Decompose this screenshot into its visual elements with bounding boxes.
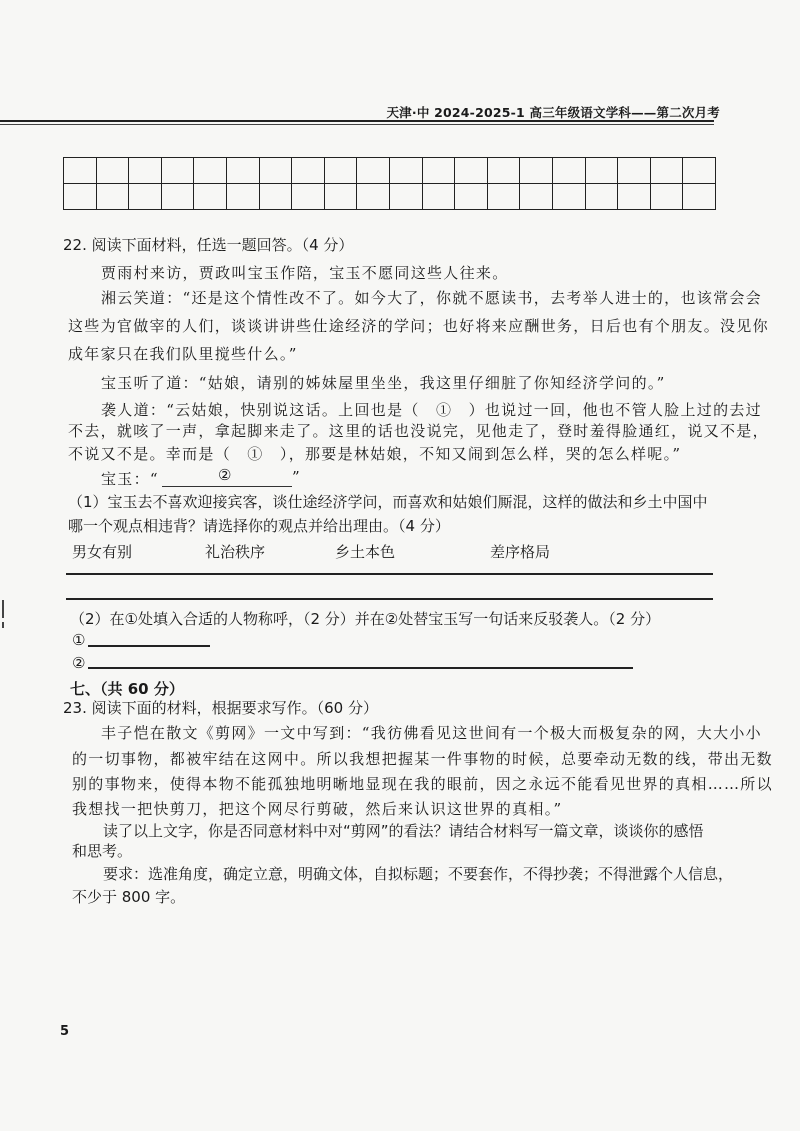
scan-mark [2,600,4,618]
answer-line-2[interactable] [88,667,633,669]
page-header: 天津·中 2024-2025-1 高三年级语文学科——第二次月考 [386,105,720,120]
q22-sub1: （1）宝玉去不喜欢迎接宾客，谈仕途经济学问，而喜欢和姑娘们厮混，这样的做法和乡土中国中 [68,493,708,511]
q23-paragraph: 丰子恺在散文《剪网》一文中写到：“我彷佛看见这世间有一个极大而极复杂的网，大大小小 [101,724,762,742]
header-rule-thin [0,124,714,125]
q22-paragraph: 袭人道：“云姑娘，快别说这话。上回也是（ ① ）也说过一回，他也不管人脸上过的去过 [101,401,762,419]
section-heading: 七、（共 60 分） [70,680,184,698]
q22-paragraph: 宝玉听了道：“姑娘，请别的姊妹屋里坐坐，我这里仔细脏了你知经济学问的。” [101,374,666,392]
baoyu-blank-line[interactable] [162,486,292,487]
blank-label: ① [72,631,86,649]
q22-sub2: （2）在①处填入合适的人物称呼，（2 分）并在②处替宝玉写一句话来反驳袭人。（2 分） [70,610,661,628]
scan-mark [2,622,4,628]
q22-paragraph: 贾雨村来访，贾政叫宝玉作陪，宝玉不愿同这些人往来。 [101,264,509,282]
answer-grid[interactable] [63,157,716,210]
q22-paragraph: 成年家只在我们队里搅些什么。” [68,345,298,363]
q22-heading: 22. 阅读下面材料，任选一题回答。（4 分） [63,236,354,254]
q23-requirements: 不少于 800 字。 [72,888,186,906]
baoyu-line-prefix: 宝玉：“ [101,470,159,488]
header-rule [0,120,714,122]
q23-heading: 23. 阅读下面的材料，根据要求写作。（60 分） [63,699,378,717]
baoyu-line-suffix: ” [292,468,301,486]
q22-paragraph: 这些为官做宰的人们，谈谈讲讲些仕途经济的学问；也好将来应酬世务，日后也有个朋友。没见你 [68,317,769,335]
q23-paragraph: 我想找一把快剪刀，把这个网尽行剪破，然后来认识这世界的真相。” [72,800,563,818]
blank-marker: ② [218,466,233,484]
q23-requirements: 要求：选准角度，确定立意，明确文体，自拟标题；不要套作，不得抄袭；不得泄露个人信息， [103,865,734,883]
q22-paragraph: 不说又不是。幸而是（ ① ），那要是林姑娘，不知又闹到怎么样，哭的怎么样呢。” [68,445,682,463]
answer-line-1[interactable] [88,645,210,647]
q22-paragraph: 湘云笑道：“还是这个情性改不了。如今大了，你就不愿读书，去考举人进士的，也该常会会 [101,289,762,307]
option[interactable]: 乡土本色 [335,543,396,561]
option[interactable]: 礼治秩序 [205,543,266,561]
q23-paragraph: 别的事物来，使得本物不能孤独地明晰地显现在我的眼前，因之永远不能看见世界的真相……所以 [72,775,773,793]
blank-label: ② [72,654,86,672]
answer-line[interactable] [66,573,713,575]
answer-line[interactable] [66,598,713,600]
option[interactable]: 差序格局 [490,543,551,561]
page-number: 5 [60,1024,70,1039]
option[interactable]: 男女有别 [72,543,133,561]
q23-prompt: 和思考。 [72,842,133,860]
q23-prompt: 读了以上文字，你是否同意材料中对“剪网”的看法？请结合材料写一篇文章，谈谈你的感悟 [103,822,704,840]
q22-sub1: 哪一个观点相违背？请选择你的观点并给出理由。（4 分） [68,517,450,535]
q22-paragraph: 不去，就咳了一声，拿起脚来走了。这里的话也没说完，见他走了，登时羞得脸通红，说又不是， [68,422,769,440]
q23-paragraph: 的一切事物，都被牢结在这网中。所以我想把握某一件事物的时候，总要牵动无数的线，带出无数 [72,750,773,768]
